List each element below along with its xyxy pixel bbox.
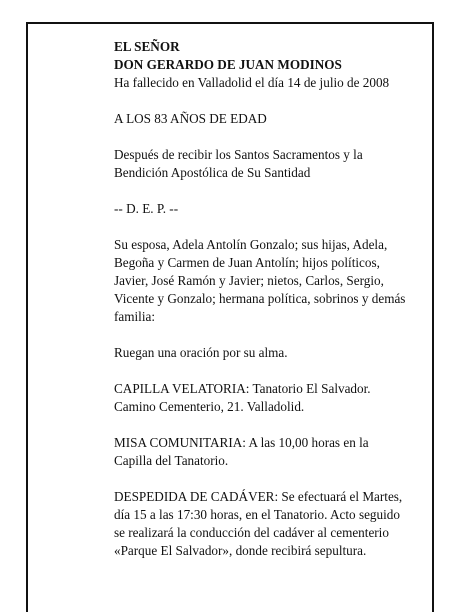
mass-info: MISA COMUNITARIA: A las 10,00 horas en la Capilla del Tanatorio. [114, 435, 369, 468]
sacraments-text: Después de recibir los Santos Sacramentos y la Bendición Apostólica de Su Santidad [114, 147, 363, 180]
farewell-info: DESPEDIDA DE CADÁVER: Se efectuará el Martes, día 15 a las 17:30 horas, en el Tanatorio. Acto seguido se realizará la conducción del cadáver al cementerio «Parque El Salvador», donde recibirá sepultura. [114, 489, 403, 558]
notice-title-line-1: EL SEÑOR [114, 39, 180, 54]
notice-title-line-2: DON GERARDO DE JUAN MODINOS [114, 57, 342, 72]
dep-line: -- D. E. P. -- [114, 201, 179, 216]
age-line: A LOS 83 AÑOS DE EDAD [114, 111, 267, 126]
chapel-info: CAPILLA VELATORIA: Tanatorio El Salvador. Camino Cementerio, 21. Valladolid. [114, 381, 371, 414]
family-text: Su esposa, Adela Antolín Gonzalo; sus hijas, Adela, Begoña y Carmen de Juan Antolín; hijos políticos, Javier, José Ramón y Javier; nietos, Carlos, Sergio, Vicente y Gonzalo; hermana política, sobrinos y demás familia: [114, 237, 406, 324]
obituary-notice [114, 38, 414, 578]
death-announcement: Ha fallecido en Valladolid el día 14 de julio de 2008 [114, 75, 390, 90]
prayer-text: Ruegan una oración por su alma. [114, 345, 288, 360]
